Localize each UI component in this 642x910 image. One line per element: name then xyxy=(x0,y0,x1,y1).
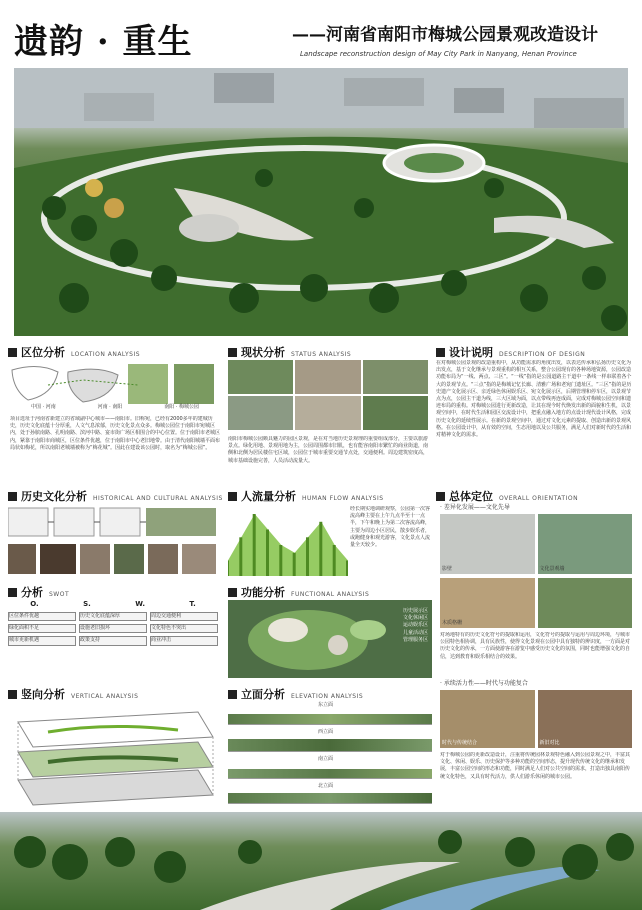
flow-heading: 人流量分析 HUMAN FLOW ANALYSIS xyxy=(228,488,384,504)
swot-col-t: T. xyxy=(189,600,196,608)
elevation-south: 南立面 xyxy=(228,756,432,779)
map-label-henan: 河南 · 南阳 xyxy=(97,404,123,410)
swot-item: 历史文化底蕴深厚 xyxy=(79,612,147,621)
elevation-heading: 立面分析 ELEVATION ANALYSIS xyxy=(228,686,363,702)
flow-bar xyxy=(319,522,322,576)
swot-item: 文化特色不突出 xyxy=(150,624,218,633)
flow-bar xyxy=(253,514,256,576)
flow-bar xyxy=(333,545,336,576)
status-photo xyxy=(228,396,293,430)
swot-item: 设施老旧损坏 xyxy=(79,624,147,633)
swot-columns xyxy=(8,600,218,608)
overall-point-1: · 差异化发展——文化先导 xyxy=(440,504,510,511)
status-text: 南阳市梅城公园颇具魅力的园区景观，是在对当地历史景观理的重要组成部分，主要以旅游景点。绿化用地、景观用地为主，公园周围都市旧肌，也有能容南阳市繁忙的商业街道，南侧和北侧为居民楼住宅区域，公园位于城市重要交通节点处，交通便利。周边建筑密度高，城市基础设施完善，人员活动流量大。 xyxy=(228,436,428,464)
legend-item: 管理服务区 xyxy=(402,636,428,643)
flow-text: 经长期实地调研观察，公园第一次客流高峰主要在上午九点半至十一点半，下午和晚上为第二次客流高峰，主要为周边小区居民，散步娱乐者，或跑健身和观光游客，文化景点人流量全天较少。 xyxy=(350,506,430,549)
location-heading: 区位分析 LOCATION ANALYSIS xyxy=(8,344,140,360)
history-diagram xyxy=(8,506,218,578)
legend-item: 儿童活动区 xyxy=(402,629,428,636)
swot-col-s: S. xyxy=(83,600,91,608)
modern-traditional-image: 时代与传统结合 xyxy=(440,690,535,748)
wood-grille-image: 木质格栅 xyxy=(440,578,535,628)
swot-item: 绿化面积不足 xyxy=(8,624,76,633)
swot-item: 城市更新机遇 xyxy=(8,636,76,645)
status-photo xyxy=(228,360,293,394)
aerial-park-illustration xyxy=(14,68,628,336)
history-heading: 历史文化分析 HISTORICAL AND CULTURAL ANALYSIS xyxy=(8,488,223,504)
vertical-heading: 竖向分析 VERTICAL ANALYSIS xyxy=(8,686,138,702)
legend-item: 历史展示区 xyxy=(402,608,428,614)
legend-item: 文化休闲区 xyxy=(402,615,428,622)
bottom-render xyxy=(0,812,642,910)
function-legend xyxy=(403,608,428,644)
swot-diagram xyxy=(8,600,218,678)
flow-chart-svg xyxy=(228,506,348,576)
location-text: 项目选址于河南省新建立的省域副中心城市——南阳市。旧称宛，已经有2000多年的建城历史，历史文化底蕴十分厚重，人文气息浓郁，历史文化景点众多。梅城公园位于南阳市宛城区内，处于孙膑南路、孔明南路、滨河中路、宴市街广场区相围合的中心位置。位于南阳市老城区内，紧靠于南阳市商城区，区位条件优越，位于南阳市中心老旧地带。由于清代南阳城墙平面布局状如梅花，所以南阳老城墙被称为“梅花城”。因此在建设该公园时，取名为“梅城公园”。 xyxy=(10,416,220,451)
flow-area xyxy=(228,514,348,576)
flow-bar xyxy=(239,537,242,576)
map-label-china: 中国 · 河南 xyxy=(30,404,56,410)
flow-bar xyxy=(306,537,309,576)
overall-images-2 xyxy=(440,578,632,628)
flow-bar xyxy=(293,553,296,576)
swot-item: 区位条件优越 xyxy=(8,612,76,621)
overall-heading: 总体定位 OVERALL ORIENTATION xyxy=(436,488,578,504)
pavilion-image xyxy=(538,578,633,628)
elevation-west: 西立面 xyxy=(228,729,432,752)
flow-bar xyxy=(279,545,282,576)
swot-item: 周边交通便利 xyxy=(150,612,218,621)
flow-chart xyxy=(228,506,348,576)
design-text: 在对梅城公园景观的改造重构中，从功能需求的角度出发，以表达传承和弘扬历史文化为出发点，基于文化继承与景观重构的相互关系，整合公园现有的各种场地资源，公园改造功能布局为“一线、两点、三区”。“一线”指的是公园道路主干道中一条线一样串联着各个大的景观节点。“三点”指的是梅城记忆长廊、清雅广场和老宛门遗址区。“三区”指的是历史遗产文化展示区、亲近绿色休闲娱乐区、宛文化展示区，后期管理和停车区，以景观节点为点，公园主干道为线，三大区域为面，以点带线再连成面，完成对梅城公园空间和遗迹布局的重构。对梅城公园进行更新改造，让其在现今时代焕发出新的面貌和生机，以景观空间中，在时代生活和园区交流设计中，把重点融入地方的点设计现代设计风格，完成历史文化的延续性展示。在新的景观空间中，通过对文化元素的提取、创造出新的景观风格。在公园设计中，从有效的空间，生态用地以及公共服务，满足人们对新时代的生活和对精神文化的需求。 xyxy=(436,360,632,439)
flow-bar xyxy=(266,530,269,577)
status-photo xyxy=(363,360,428,394)
flow-bar xyxy=(228,561,229,577)
status-heading: 现状分析 STATUS ANALYSIS xyxy=(228,344,351,360)
location-map-labels xyxy=(10,404,220,411)
flow-bar xyxy=(346,561,348,577)
vertical-layers-svg xyxy=(8,702,218,806)
status-photos xyxy=(228,360,428,430)
bottom-park-illustration xyxy=(0,812,642,910)
vertical-diagram xyxy=(8,702,218,806)
elevation-drawings xyxy=(228,702,432,806)
swot-item: 商业冲击 xyxy=(150,636,218,645)
title-sub: ——河南省南阳市梅城公园景观改造设计 xyxy=(292,25,598,45)
swot-col-o: O. xyxy=(30,600,39,608)
swot-heading: 分析 SWOT xyxy=(8,584,69,600)
function-plan-svg xyxy=(228,600,432,678)
overall-images-1 xyxy=(440,514,632,574)
function-plan xyxy=(228,600,432,678)
overall-text-2: 对于梅城公园的更新改造设计，注重将传统园林景观特色融入到公园景观之中，丰富其文化、休闲、娱乐、历史保护等多种功能的空间形态，提升现代传统文化的继承和发展，丰富公园空间的形态和功能，同时满足人们对公共空间的需求，打造出独具南阳传统文化特色，又具有时代活力，供人们游乐休闲的城市公园。 xyxy=(440,752,631,780)
hero-aerial-render xyxy=(14,68,628,336)
overall-text-1: 对场地特有的历史文化符号的提取和运用，文化符号的提取与运用与周边环境，与城市公园特色相协调，具有民族性，使得文化景观在公园中具有独特的辨识度，一方面是对历史文化的传承，一方面使游客在游览中感受历史文化的氛围，同时也能增强文化的自信，达到教育和娱乐相结合的效果。 xyxy=(440,632,631,660)
title-en: Landscape reconstruction design of May City Park in Nanyang, Henan Province xyxy=(300,50,577,58)
culture-wall-image: 文化景观墙 xyxy=(538,514,633,574)
elevation-east: 东立面 xyxy=(228,702,432,725)
elevation-north: 北立面 xyxy=(228,783,432,804)
swot-col-w: W. xyxy=(135,600,145,608)
status-photo xyxy=(363,396,428,430)
function-heading: 功能分析 FUNCTIONAL ANALYSIS xyxy=(228,584,369,600)
legend-item: 运动娱乐区 xyxy=(402,622,428,629)
design-heading: 设计说明 DESCRIPTION OF DESIGN xyxy=(436,344,585,360)
map-label-park: 南阳 · 梅城公园 xyxy=(164,404,200,410)
screen-wall-image: 影壁 xyxy=(440,514,535,574)
history-timeline xyxy=(8,506,218,578)
overall-images-3 xyxy=(440,690,632,748)
status-photo xyxy=(295,396,360,430)
swot-item: 政策支持 xyxy=(79,636,147,645)
old-new-image: 新旧对比 xyxy=(538,690,633,748)
swot-items xyxy=(8,612,218,646)
overall-point-2: · 承续活力性——时代与功能复合 xyxy=(440,680,528,687)
title-main: 遗韵 · 重生 xyxy=(14,22,193,62)
status-photo xyxy=(295,360,360,394)
